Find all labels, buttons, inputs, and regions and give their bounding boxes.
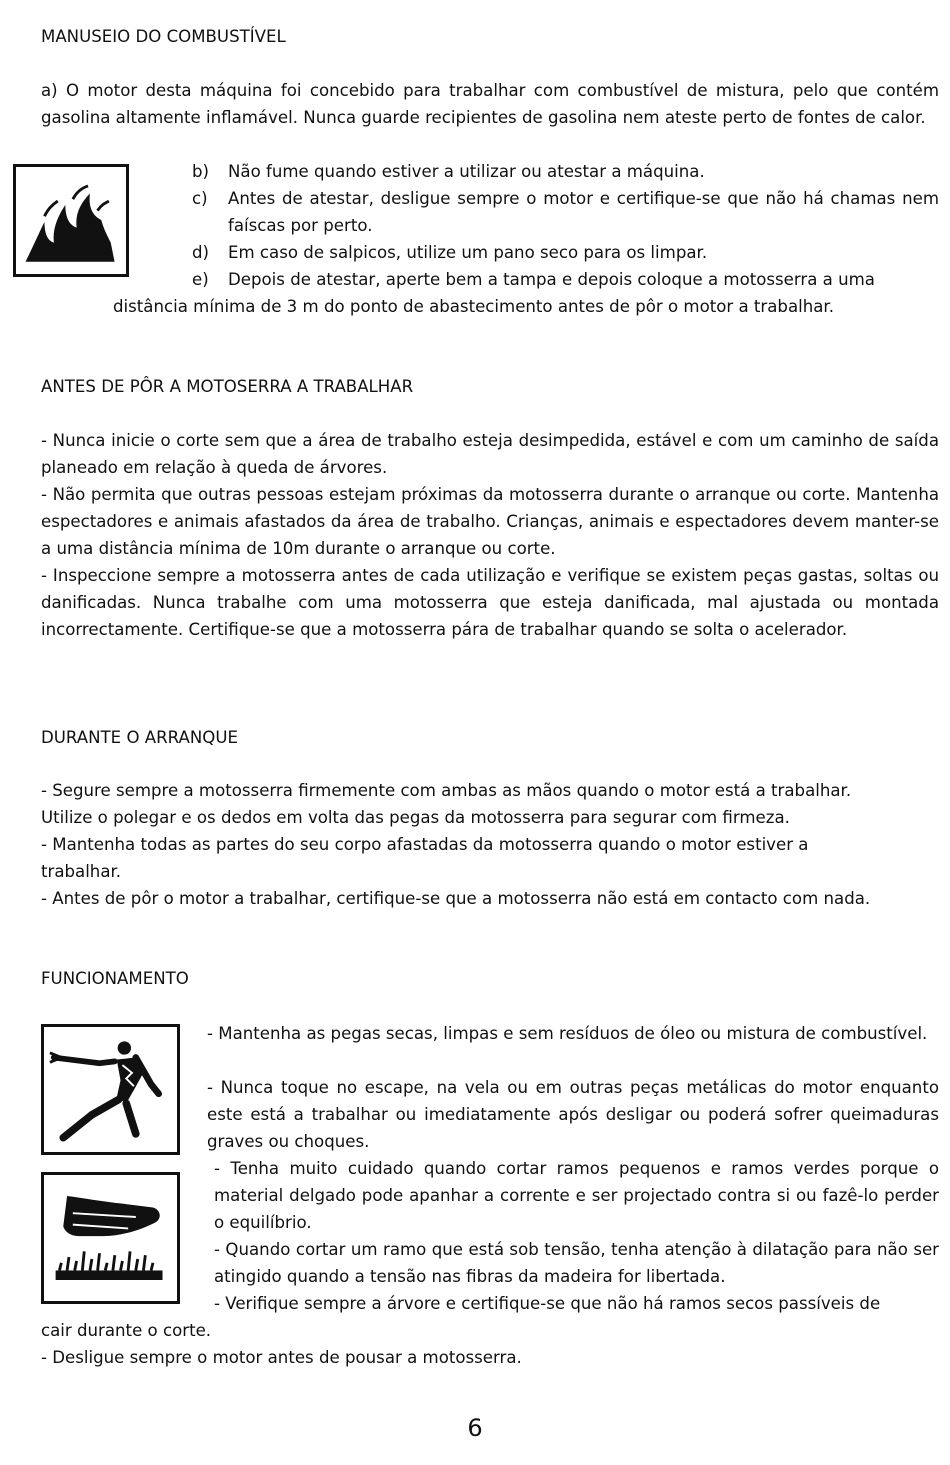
operation-paragraph: - Mantenha as pegas secas, limpas e sem resíduos de óleo ou mistura de combustível. xyxy=(207,1024,928,1043)
item-marker: b) xyxy=(192,162,210,181)
page-number: 6 xyxy=(467,1414,483,1442)
starting-line: - Segure sempre a motosserra firmemente com ambas as mãos quando o motor está a trabalhar. xyxy=(41,781,852,800)
hot-surface-hand-icon xyxy=(41,1172,180,1304)
item-text: Antes de atestar, desligue sempre o motor e certifique-se que não há chamas nem faíscas por perto. xyxy=(228,189,939,235)
starting-line: - Mantenha todas as partes do seu corpo afastadas da motosserra quando o motor estiver a xyxy=(41,835,809,854)
item-marker: d) xyxy=(192,243,210,262)
item-marker: e) xyxy=(192,270,209,289)
operation-paragraph: - Quando cortar um ramo que está sob tensão, tenha atenção à dilatação para não ser atingido quando a tensão nas fibras da madeira for libertada. xyxy=(214,1240,939,1286)
operation-paragraph: - Nunca toque no escape, na vela ou em outras peças metálicas do motor enquanto este está a trabalhar ou imediatamente após desligar ou poderá sofrer queimaduras graves ou choques. xyxy=(207,1078,939,1151)
operation-paragraph: - Tenha muito cuidado quando cortar ramos pequenos e ramos verdes porque o material delgado pode apanhar a corrente e ser projectado contra si ou fazê-lo perder o equilíbrio. xyxy=(214,1159,939,1232)
starting-line: Utilize o polegar e os dedos em volta das pegas da motosserra para segurar com firmeza. xyxy=(41,808,790,827)
operation-paragraph-continuation: cair durante o corte. xyxy=(41,1321,212,1340)
fuel-item-e-continuation: distância mínima de 3 m do ponto de abastecimento antes de pôr o motor a trabalhar. xyxy=(113,297,834,316)
before-start-paragraph: - Não permita que outras pessoas estejam próximas da motosserra durante o arranque ou corte. Mantenha espectadores e animais afastados da área de trabalho. Crianças, animais e espectadores devem manter-se a uma distância mínima de 10m durante o arranque ou corte. xyxy=(41,485,939,558)
section-title-operation: FUNCIONAMENTO xyxy=(41,969,189,988)
section-title-fuel: MANUSEIO DO COMBUSTÍVEL xyxy=(41,27,286,46)
section-title-before-start: ANTES DE PÔR A MOTOSERRA A TRABALHAR xyxy=(41,377,414,396)
before-start-paragraph: - Nunca inicie o corte sem que a área de trabalho esteja desimpedida, estável e com um caminho de saída planeado em relação à queda de árvores. xyxy=(41,431,939,477)
item-marker: c) xyxy=(192,189,208,208)
operation-paragraph: - Desligue sempre o motor antes de pousar a motosserra. xyxy=(41,1348,522,1367)
item-text: Em caso de salpicos, utilize um pano seco para os limpar. xyxy=(228,243,708,262)
before-start-paragraph: - Inspeccione sempre a motosserra antes de cada utilização e verifique se existem peças gastas, soltas ou danificadas. Nunca trabalhe com uma motosserra que esteja danificada, mal ajustada ou montada incorrectamente. Certifique-se que a motosserra pára de trabalhar quando se solta o acelerador. xyxy=(41,566,939,639)
electric-shock-icon xyxy=(41,1024,180,1155)
starting-line: trabalhar. xyxy=(41,862,122,881)
operation-paragraph: - Verifique sempre a árvore e certifique-se que não há ramos secos passíveis de xyxy=(214,1294,881,1313)
fire-warning-icon xyxy=(13,164,129,277)
item-text: Não fume quando estiver a utilizar ou atestar a máquina. xyxy=(228,162,705,181)
section-title-starting: DURANTE O ARRANQUE xyxy=(41,728,238,747)
starting-line: - Antes de pôr o motor a trabalhar, certifique-se que a motosserra não está em contacto com nada. xyxy=(41,889,871,908)
fuel-intro-paragraph: a) O motor desta máquina foi concebido para trabalhar com combustível de mistura, pelo que contém gasolina altamente inflamável. Nunca guarde recipientes de gasolina nem ateste perto de fontes de calor. xyxy=(41,81,939,127)
item-text: Depois de atestar, aperte bem a tampa e depois coloque a motosserra a uma xyxy=(228,270,875,289)
